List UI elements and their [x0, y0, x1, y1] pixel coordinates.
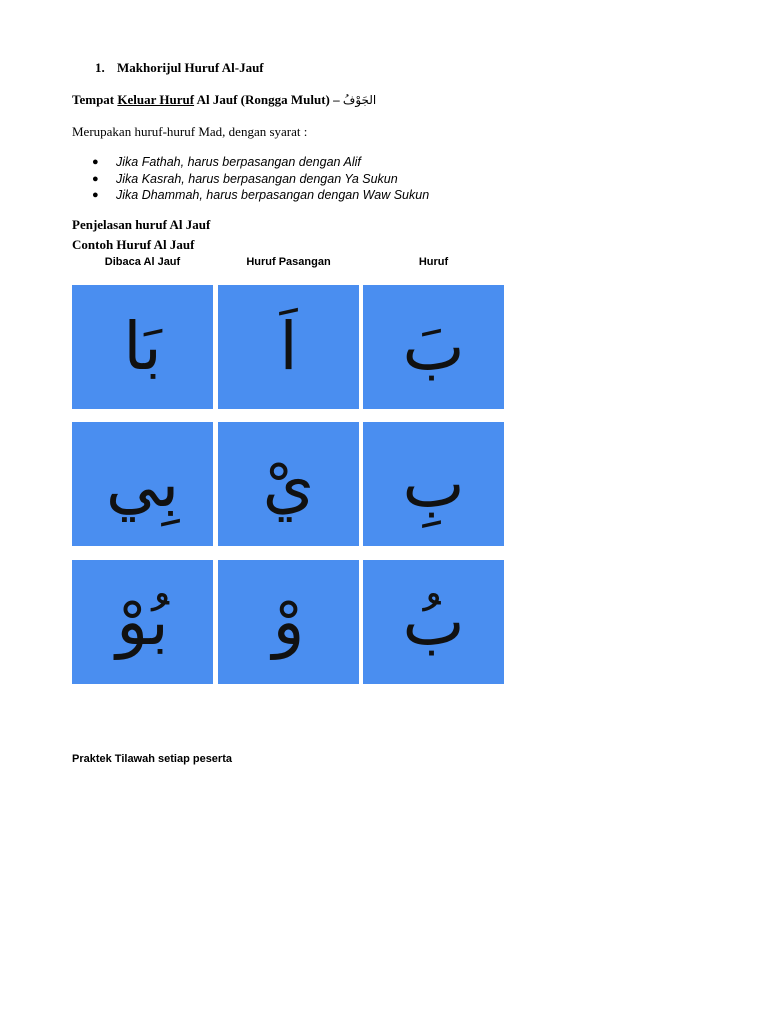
penjelasan-title: Penjelasan huruf Al Jauf — [72, 217, 211, 232]
column-header-huruf: Huruf — [418, 256, 449, 268]
tempat-prefix: Tempat — [72, 92, 115, 107]
tempat-arabic: الجَوْفُ — [342, 93, 377, 107]
contoh-title: Contoh Huruf Al Jauf — [72, 237, 195, 252]
praktek-text: Praktek Tilawah setiap peserta — [72, 753, 232, 765]
tile-ba-mad: بَا — [72, 285, 213, 409]
list-item: ● Jika Kasrah, harus berpasangan dengan Ya Sukun — [92, 171, 398, 186]
condition-list — [72, 154, 429, 204]
tile-ba-kasrah: بِ — [363, 422, 504, 546]
tile-ya-sukun: يْ — [218, 422, 359, 546]
bullet-icon: ● — [92, 172, 99, 185]
tile-ba-fathah: بَ — [363, 285, 504, 409]
section-number: 1. — [95, 60, 105, 75]
section-title: Makhorijul Huruf Al-Jauf — [117, 60, 264, 75]
tile-bi-mad: بِي — [72, 422, 213, 546]
column-header-pasangan: Huruf Pasangan — [246, 256, 331, 268]
list-item: ● Jika Fathah, harus berpasangan dengan Alif — [92, 155, 361, 169]
section-heading — [95, 60, 264, 76]
tempat-line — [72, 92, 376, 108]
tempat-underlined: Keluar Huruf — [117, 92, 195, 107]
tile-alif: اَ — [218, 285, 359, 409]
column-header-dibaca: Dibaca Al Jauf — [104, 256, 181, 268]
tile-waw-sukun: وْ — [218, 560, 359, 684]
bullet-icon: ● — [92, 156, 99, 168]
tile-ba-dhammah: بُ — [363, 560, 504, 684]
tile-bu-mad: بُوْ — [72, 560, 213, 684]
intro-text: Merupakan huruf-huruf Mad, dengan syarat : — [72, 124, 308, 139]
tempat-suffix: Al Jauf (Rongga Mulut) – — [196, 92, 340, 107]
bullet-icon: ● — [92, 189, 99, 201]
list-item: ● Jika Dhammah, harus berpasangan dengan Waw Sukun — [92, 188, 430, 202]
